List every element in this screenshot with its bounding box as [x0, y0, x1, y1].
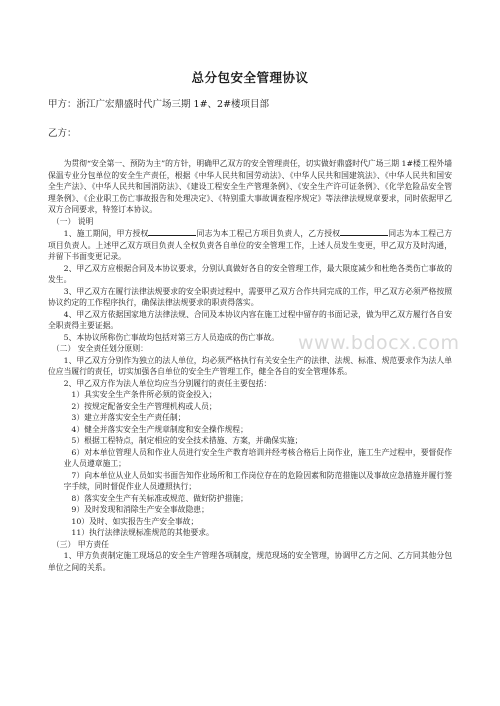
document-body	[48, 158, 452, 573]
list-item: 9）及时发现和消除生产安全事故隐患；	[71, 505, 209, 514]
list-item: 8）落实安全生产有关标准或规范、做好防护措施；	[71, 493, 248, 503]
section-1-para-3: 3、甲乙双方在履行法律法规要求的安全职责过程中，需要甲乙双方合作共同完成的工作，甲乙双方必须严格按照协议约定的工作程序执行，确保法律法规要求的职责得落实。	[48, 286, 452, 307]
section-2-para-1: 1、甲乙双方分别作为独立的法人单位，均必须严格执行有关安全生产的法律、法规、标准、规范要求作为法人单位应当履行的责任，切实加强各自单位的安全生产管理工作，健全各自的安全管理体系。	[48, 355, 452, 376]
section-3-heading: （三） 甲方责任	[51, 539, 109, 549]
blank-line	[340, 227, 388, 236]
party-a: 甲方：浙江广宏鼎盛时代广场三期 1#、2#楼项目部	[48, 99, 270, 110]
list-item: 4）健全并落实安全生产规章制度和安全操作规程；	[71, 424, 248, 434]
section-1-para-4: 4、甲乙双方依据国家地方法律法规、合同及本协议内容在施工过程中留存的书面记录，做为甲乙双方履行各自安全职责得主要证据。	[48, 309, 452, 330]
section-2-para-2: 2、甲乙双方作为法人单位均应当分别履行的责任主要包括：	[63, 378, 272, 388]
party-b: 乙方：	[48, 128, 77, 139]
list-item: 2）按规定配备安全生产管理机构或人员；	[71, 401, 217, 411]
section-1-para-1	[48, 227, 452, 263]
intro-paragraph: 为贯彻“安全第一、预防为主”的方针，明确甲乙双方的安全管理责任，切实做好鼎盛时代广场三期 1#楼工程外墙保温专业分包单位的安全生产责任，根据《中华人民共和国劳动法》、《中华人民共和国建筑法》、《中华人民共和国安全生产法》、《中华人民共和国消防法》、《建设工程安全生产管理条例》、《安全生产许可证条例》、《化学危险品安全管理条例》、《企业职工伤亡事故报告和处理决定》、《特别重大事故调查程序规定》等法律法规规章要求，同时依据甲乙双方合同要求，特签订本协议。	[48, 159, 452, 214]
section-1-heading: （一） 说明	[51, 216, 94, 226]
section-1-para-5: 5、本协议所称伤亡事故均包括对第三方人员造成的伤亡事故。	[63, 332, 280, 342]
list-item: 10）及时、如实报告生产安全事故；	[71, 516, 199, 526]
list-item: 7）向本单位从业人员如实书面告知作业场所和工作岗位存在的危险因素和防范措施以及事故应急措施并履行签字手续，同时督促作业人员遵照执行；	[63, 470, 452, 491]
list-item: 6）对本单位管理人员和作业人员进行安全生产教育培训并经考核合格后上岗作业，施工生产过程中，要督促作业人员遵章施工；	[63, 447, 452, 468]
section-2-heading: （二） 安全责任划分原则：	[51, 344, 148, 353]
list-item: 5）根据工程特点，制定相应的安全技术措施、方案，并确保实施；	[71, 436, 303, 445]
document-title: 总分包安全管理协议	[191, 70, 309, 85]
list-item: 11）执行法律法规标准规范的其他要求。	[71, 528, 214, 537]
section-1-para-1-part-b: 同志为本工程己方项目负责人，乙方授权	[196, 229, 341, 238]
list-item: 1）具实安全生产条件所必须的资金投入；	[71, 390, 217, 399]
section-1-para-1-part-c: 同志为本工程己方项目负责人。上述甲乙双方项目负责人全权负责各自单位的安全管理工作，上述人员发生变更，甲乙双方及时沟通，并留下书面变更记录。	[48, 229, 452, 261]
section-1-para-1-part-a: 1、施工期间，甲方授权	[63, 229, 149, 238]
watermark: www.bdocx.com	[298, 332, 460, 354]
blank-line	[148, 227, 196, 236]
section-1-para-2: 2、甲乙双方应根据合同及本协议要求，分别认真做好各自的安全管理工作，最大限度减少和杜绝各类伤亡事故的发生。	[48, 263, 452, 284]
list-item: 3）建立并落实安全生产责任制；	[71, 413, 186, 422]
section-3-para-1: 1、甲方负责制定施工现场总的安全生产管理各项制度，规范现场的安全管理，协调甲乙方之间、乙方同其他分包单位之间的关系。	[48, 551, 452, 572]
